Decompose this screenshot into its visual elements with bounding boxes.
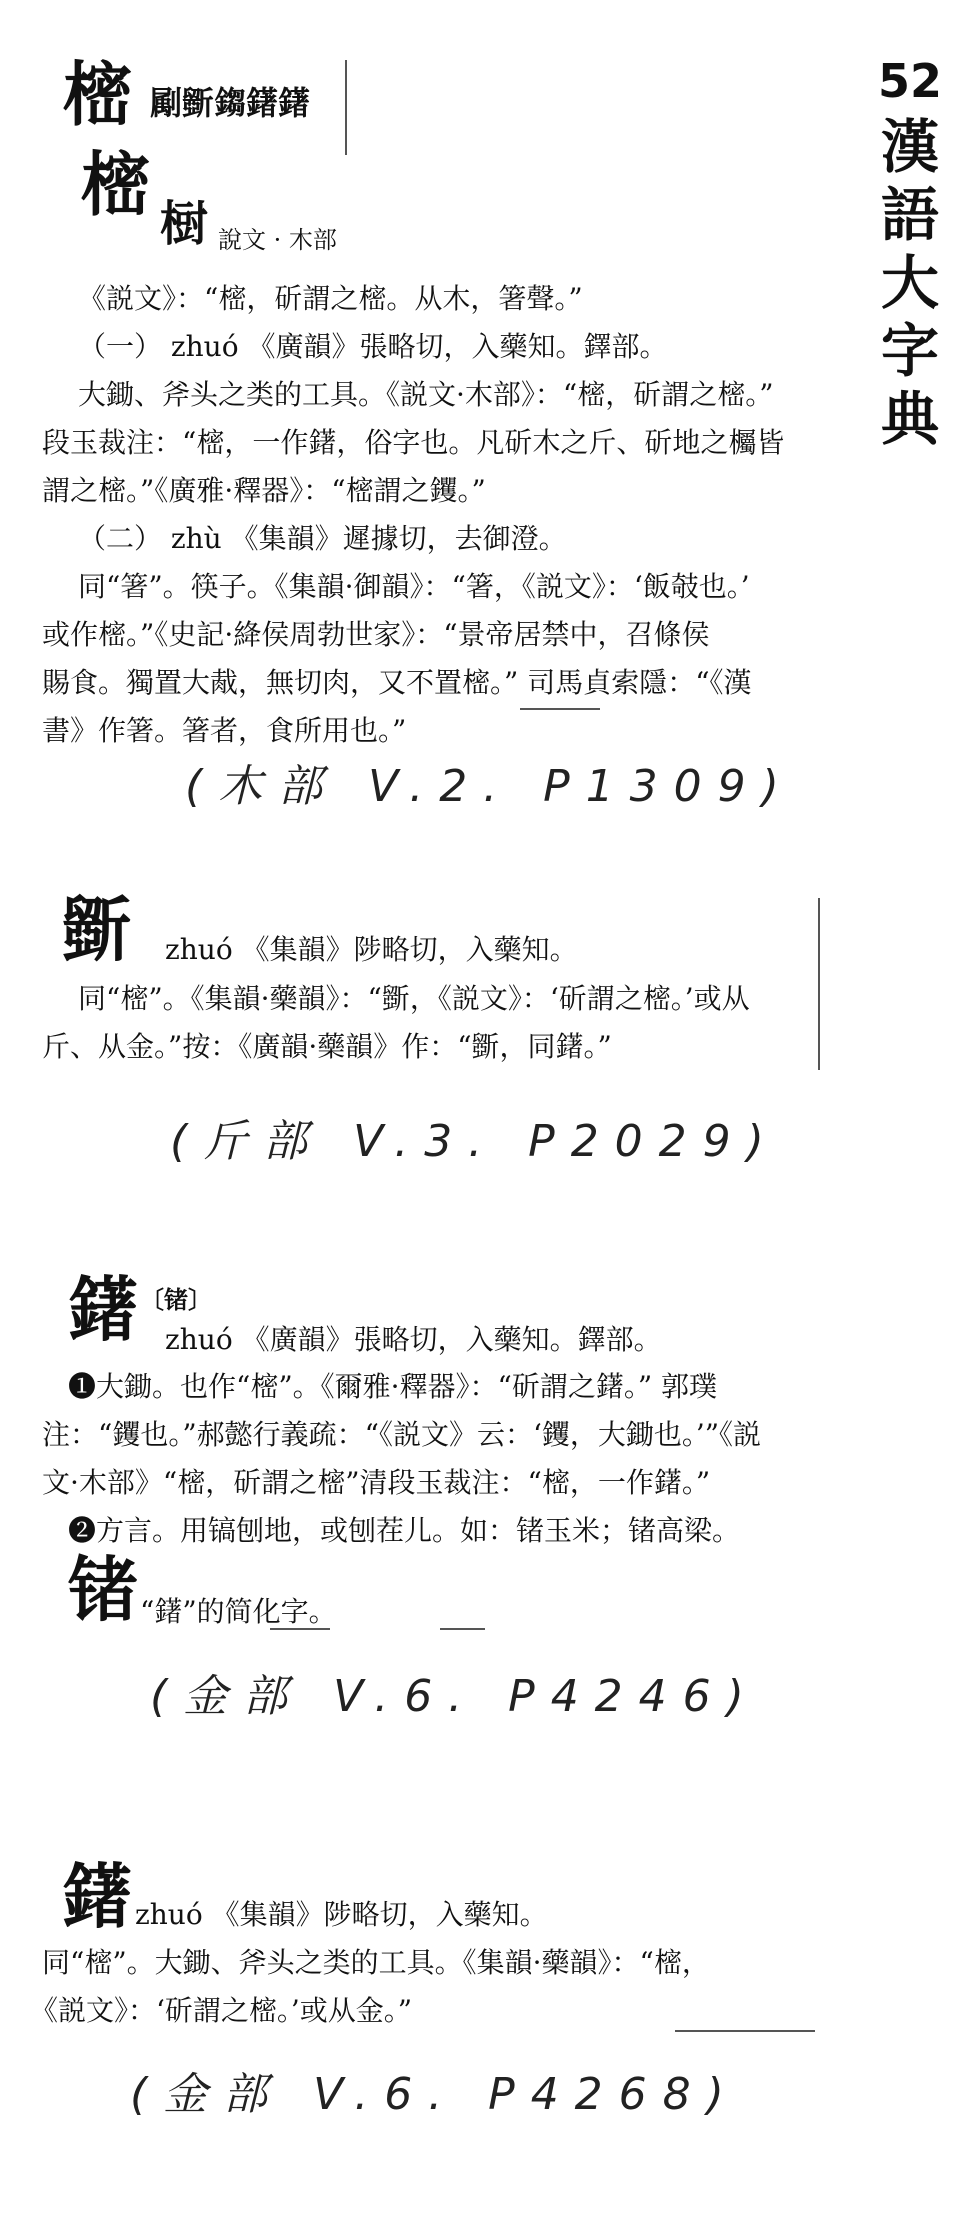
entry3-handwritten-note: (金部 V.6. P4246) [150, 1671, 760, 1722]
entry1-seal-script: 𣗳 [160, 196, 209, 252]
entry1-line: 或作樒。”《史記·絳侯周勃世家》：“景帝居禁中，召條侯 [42, 618, 710, 651]
entry1-line: 書》作箸。箸者，食所用也。” [42, 714, 407, 747]
entry3-line: 文·木部》“樒，斫謂之樒”清段玉裁注：“樒，一作鐯。” [42, 1466, 711, 1499]
entry1-margin-rule [345, 60, 347, 155]
entry3-head-note: 〔锗〕 [140, 1285, 212, 1314]
entry1-seal-source: 說文 · 木部 [218, 226, 337, 254]
entry4-handwritten-note: (金部 V.6. P4268) [130, 2069, 740, 2120]
entry4-line: zhuó 《集韻》陟略切，入藥知。 [135, 1898, 548, 1931]
entry4-line: 同“樒”。大鋤、斧头之类的工具。《集韻·藥韻》：“樒， [42, 1946, 710, 1979]
entry2-headword: 斵 [62, 888, 132, 971]
entry3-line: 注：“钁也。”郝懿行義疏：“《説文》云：‘钁，大鋤也。’”《説 [42, 1418, 762, 1451]
entry2-line: 同“樒”。《集韻·藥韻》：“斵，《説文》：‘斫謂之樒。’或从 [78, 982, 750, 1015]
entry1-line: 同“箸”。筷子。《集韻·御韻》：“箸，《説文》：‘飯攲也。’ [78, 570, 750, 603]
entry1-line: 謂之樒。”《廣雅·釋器》：“樒謂之钁。” [42, 474, 486, 507]
entry1-headword: 樒 [62, 53, 132, 136]
entry3-line: zhuó 《廣韻》張略切，入藥知。鐸部。 [165, 1323, 662, 1356]
entry2-margin-rule [818, 898, 820, 1070]
entry1-line: 段玉裁注：“樒，一作鐯，俗字也。凡斫木之斤、斫地之欘皆 [42, 426, 785, 459]
entry2-line: 斤、从金。”按：《廣韻·藥韻》作：“斵，同鐯。” [42, 1030, 612, 1063]
entry3-line: ❷方言。用镐刨地，或刨茬儿。如：锗玉米；锗高梁。 [68, 1514, 741, 1547]
entry1-handwritten-note: (木部 V.2. P1309) [185, 761, 795, 812]
title-char: 大 [880, 249, 939, 317]
divider [520, 708, 600, 710]
entry3-line: ❶大鋤。也作“樒”。《爾雅·釋器》：“斫謂之鐯。” 郭璞 [68, 1370, 718, 1403]
entry1-line: （二） zhù 《集韻》遲據切，去御澄。 [78, 522, 567, 555]
entry4-line: 《説文》：‘斫謂之樒。’或从金。” [30, 1994, 413, 2027]
title-char: 語 [880, 181, 939, 249]
title-char: 典 [880, 385, 939, 453]
entry2-line: zhuó 《集韻》陟略切，入藥知。 [165, 933, 578, 966]
entry1-line: 大鋤、斧头之类的工具。《説文·木部》：“樒，斫謂之樒。” [78, 378, 774, 411]
entry1-line: 《説文》：“樒，斫謂之樒。从木，箸聲。” [78, 282, 583, 315]
entry1-line: （一） zhuó 《廣韻》張略切，入藥知。鐸部。 [78, 330, 668, 363]
title-char: 字 [880, 317, 939, 385]
divider [440, 1628, 485, 1630]
entry2-handwritten-note: (斤部 V.3. P2029) [170, 1116, 780, 1167]
entry3-simplified-text: “鐯”的简化字。 [140, 1595, 337, 1628]
entry1-variants: 㔉斵𨪕鐯鐯 [150, 84, 311, 122]
title-char: 漢 [880, 113, 939, 181]
dictionary-title [870, 54, 950, 458]
page-number: 52 [877, 54, 942, 108]
divider [270, 1628, 330, 1630]
entry3-simplified-headword: 锗 [68, 1548, 138, 1631]
entry1-headword-second: 樒 [80, 143, 150, 226]
divider [675, 2030, 815, 2032]
entry3-headword: 鐯 [68, 1268, 138, 1351]
entry4-headword: 鐯 [62, 1855, 132, 1938]
entry1-line: 賜食。獨置大胾，無切肉，又不置樒。” 司馬貞索隱：“《漢 [42, 666, 752, 699]
